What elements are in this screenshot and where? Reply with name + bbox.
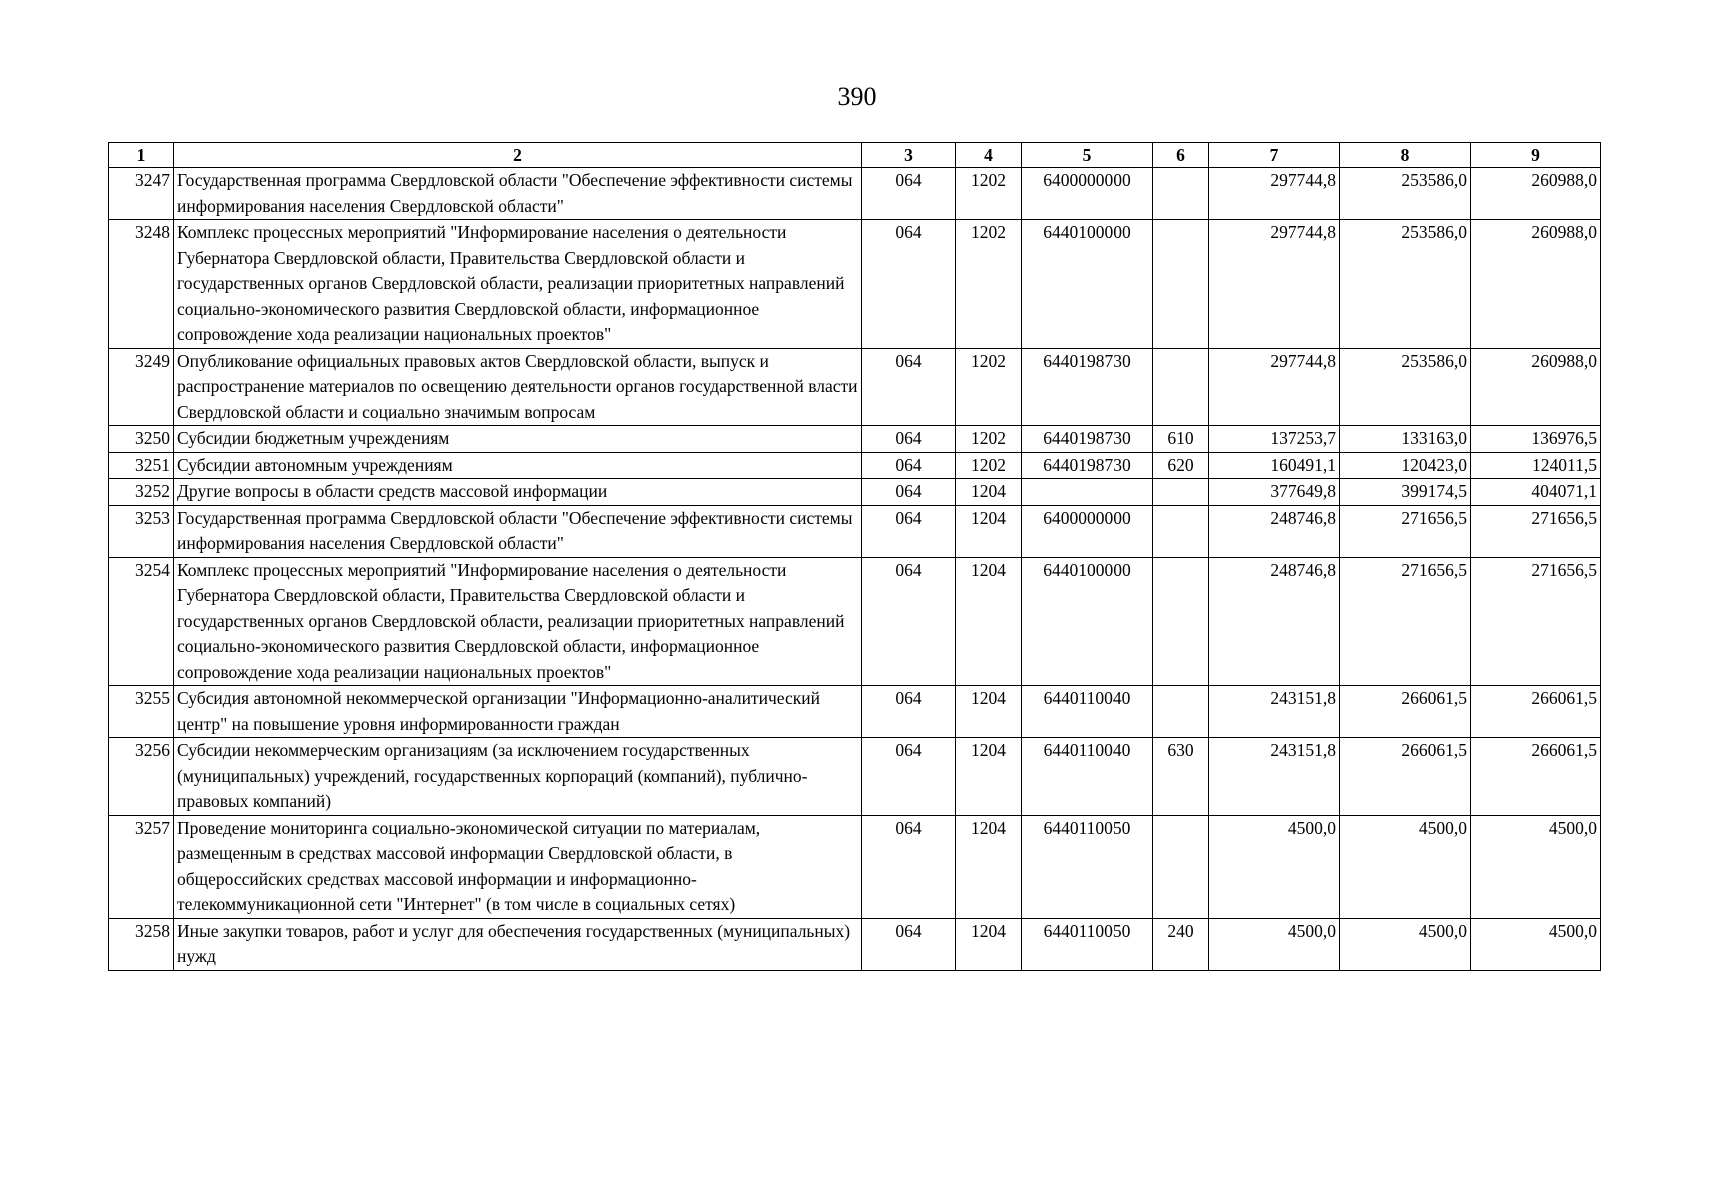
cell-col9: 271656,5 xyxy=(1471,557,1601,686)
cell-col6 xyxy=(1153,220,1209,349)
cell-col4: 1204 xyxy=(956,479,1022,506)
cell-col6 xyxy=(1153,348,1209,426)
cell-col3: 064 xyxy=(862,557,956,686)
table-row xyxy=(109,220,1601,349)
cell-col7: 297744,8 xyxy=(1209,220,1340,349)
cell-col7: 248746,8 xyxy=(1209,505,1340,557)
cell-col3: 064 xyxy=(862,426,956,453)
cell-col9: 266061,5 xyxy=(1471,686,1601,738)
table-row xyxy=(109,479,1601,506)
cell-col4: 1204 xyxy=(956,918,1022,970)
cell-col6 xyxy=(1153,557,1209,686)
cell-col5: 6440110050 xyxy=(1022,918,1153,970)
row-name: Субсидии автономным учреждениям xyxy=(174,452,862,479)
table-row xyxy=(109,686,1601,738)
column-header: 2 xyxy=(174,143,862,168)
cell-col9: 260988,0 xyxy=(1471,168,1601,220)
cell-col5: 6440198730 xyxy=(1022,348,1153,426)
budget-table xyxy=(108,142,1601,971)
row-number: 3252 xyxy=(109,479,174,506)
row-number: 3257 xyxy=(109,815,174,918)
table-row xyxy=(109,426,1601,453)
table-row xyxy=(109,168,1601,220)
table-row xyxy=(109,557,1601,686)
cell-col4: 1202 xyxy=(956,426,1022,453)
cell-col9: 4500,0 xyxy=(1471,918,1601,970)
cell-col7: 377649,8 xyxy=(1209,479,1340,506)
table-row xyxy=(109,348,1601,426)
cell-col6 xyxy=(1153,505,1209,557)
cell-col6 xyxy=(1153,479,1209,506)
cell-col3: 064 xyxy=(862,686,956,738)
cell-col7: 137253,7 xyxy=(1209,426,1340,453)
cell-col6 xyxy=(1153,815,1209,918)
page-number: 390 xyxy=(837,82,877,111)
cell-col3: 064 xyxy=(862,348,956,426)
row-number: 3258 xyxy=(109,918,174,970)
cell-col8: 4500,0 xyxy=(1340,815,1471,918)
cell-col5: 6440198730 xyxy=(1022,452,1153,479)
row-name: Государственная программа Свердловской области "Обеспечение эффективности системы информирования населения Свердловской области" xyxy=(174,505,862,557)
cell-col5: 6440100000 xyxy=(1022,557,1153,686)
cell-col5: 6400000000 xyxy=(1022,168,1153,220)
row-name: Субсидии некоммерческим организациям (за исключением государственных (муниципальных) учреждений, государственных корпораций (компаний), публично-правовых компаний) xyxy=(174,738,862,816)
column-header: 3 xyxy=(862,143,956,168)
cell-col3: 064 xyxy=(862,505,956,557)
column-header: 9 xyxy=(1471,143,1601,168)
cell-col3: 064 xyxy=(862,220,956,349)
cell-col6: 610 xyxy=(1153,426,1209,453)
cell-col8: 271656,5 xyxy=(1340,557,1471,686)
row-number: 3255 xyxy=(109,686,174,738)
cell-col7: 4500,0 xyxy=(1209,815,1340,918)
table-body xyxy=(109,168,1601,971)
cell-col6: 630 xyxy=(1153,738,1209,816)
row-name: Проведение мониторинга социально-экономической ситуации по материалам, размещенным в средствах массовой информации Свердловской области, в общероссийских средствах массовой информации и информационно-телекоммуникационной сети "Интернет" (в том числе в социальных сетях) xyxy=(174,815,862,918)
table-row xyxy=(109,815,1601,918)
cell-col3: 064 xyxy=(862,168,956,220)
column-header: 1 xyxy=(109,143,174,168)
cell-col5: 6440110050 xyxy=(1022,815,1153,918)
cell-col9: 404071,1 xyxy=(1471,479,1601,506)
row-name: Комплекс процессных мероприятий "Информирование населения о деятельности Губернатора Свердловской области, Правительства Свердловской области и государственных органов Свердловской области, реализации приоритетных направлений социально-экономического развития Свердловской области, информационное сопровождение хода реализации национальных проектов" xyxy=(174,220,862,349)
cell-col7: 243151,8 xyxy=(1209,686,1340,738)
cell-col5 xyxy=(1022,479,1153,506)
cell-col7: 243151,8 xyxy=(1209,738,1340,816)
cell-col8: 266061,5 xyxy=(1340,738,1471,816)
cell-col7: 297744,8 xyxy=(1209,348,1340,426)
row-number: 3247 xyxy=(109,168,174,220)
cell-col4: 1202 xyxy=(956,452,1022,479)
cell-col4: 1202 xyxy=(956,220,1022,349)
cell-col4: 1204 xyxy=(956,557,1022,686)
cell-col3: 064 xyxy=(862,815,956,918)
row-number: 3254 xyxy=(109,557,174,686)
row-number: 3256 xyxy=(109,738,174,816)
cell-col6: 240 xyxy=(1153,918,1209,970)
table-row xyxy=(109,505,1601,557)
cell-col5: 6440110040 xyxy=(1022,738,1153,816)
cell-col3: 064 xyxy=(862,738,956,816)
cell-col6 xyxy=(1153,686,1209,738)
cell-col4: 1204 xyxy=(956,686,1022,738)
row-number: 3253 xyxy=(109,505,174,557)
cell-col8: 271656,5 xyxy=(1340,505,1471,557)
cell-col5: 6440100000 xyxy=(1022,220,1153,349)
cell-col8: 399174,5 xyxy=(1340,479,1471,506)
cell-col9: 271656,5 xyxy=(1471,505,1601,557)
cell-col3: 064 xyxy=(862,918,956,970)
cell-col7: 4500,0 xyxy=(1209,918,1340,970)
row-number: 3249 xyxy=(109,348,174,426)
cell-col4: 1204 xyxy=(956,505,1022,557)
row-name: Субсидии бюджетным учреждениям xyxy=(174,426,862,453)
cell-col9: 4500,0 xyxy=(1471,815,1601,918)
row-name: Другие вопросы в области средств массовой информации xyxy=(174,479,862,506)
cell-col9: 266061,5 xyxy=(1471,738,1601,816)
cell-col8: 253586,0 xyxy=(1340,220,1471,349)
row-number: 3250 xyxy=(109,426,174,453)
cell-col7: 248746,8 xyxy=(1209,557,1340,686)
column-header: 4 xyxy=(956,143,1022,168)
cell-col8: 266061,5 xyxy=(1340,686,1471,738)
cell-col4: 1204 xyxy=(956,738,1022,816)
column-header: 5 xyxy=(1022,143,1153,168)
table-row xyxy=(109,738,1601,816)
row-name: Опубликование официальных правовых актов Свердловской области, выпуск и распространение материалов по освещению деятельности органов государственной власти Свердловской области и социально значимым вопросам xyxy=(174,348,862,426)
cell-col9: 136976,5 xyxy=(1471,426,1601,453)
cell-col8: 253586,0 xyxy=(1340,348,1471,426)
cell-col5: 6440198730 xyxy=(1022,426,1153,453)
cell-col9: 124011,5 xyxy=(1471,452,1601,479)
column-header: 7 xyxy=(1209,143,1340,168)
cell-col5: 6440110040 xyxy=(1022,686,1153,738)
cell-col7: 160491,1 xyxy=(1209,452,1340,479)
table-row xyxy=(109,918,1601,970)
cell-col9: 260988,0 xyxy=(1471,220,1601,349)
column-header: 8 xyxy=(1340,143,1471,168)
cell-col8: 4500,0 xyxy=(1340,918,1471,970)
row-name: Иные закупки товаров, работ и услуг для обеспечения государственных (муниципальных) нужд xyxy=(174,918,862,970)
cell-col3: 064 xyxy=(862,452,956,479)
row-number: 3248 xyxy=(109,220,174,349)
cell-col3: 064 xyxy=(862,479,956,506)
cell-col4: 1202 xyxy=(956,348,1022,426)
cell-col8: 120423,0 xyxy=(1340,452,1471,479)
row-name: Комплекс процессных мероприятий "Информирование населения о деятельности Губернатора Свердловской области, Правительства Свердловской области и государственных органов Свердловской области, реализации приоритетных направлений социально-экономического развития Свердловской области, информационное сопровождение хода реализации национальных проектов" xyxy=(174,557,862,686)
cell-col8: 133163,0 xyxy=(1340,426,1471,453)
table-row xyxy=(109,452,1601,479)
cell-col7: 297744,8 xyxy=(1209,168,1340,220)
cell-col5: 6400000000 xyxy=(1022,505,1153,557)
cell-col4: 1204 xyxy=(956,815,1022,918)
cell-col9: 260988,0 xyxy=(1471,348,1601,426)
header-row xyxy=(109,143,1601,168)
row-name: Субсидия автономной некоммерческой организации "Информационно-аналитический центр" на повышение уровня информированности граждан xyxy=(174,686,862,738)
row-number: 3251 xyxy=(109,452,174,479)
cell-col8: 253586,0 xyxy=(1340,168,1471,220)
cell-col6: 620 xyxy=(1153,452,1209,479)
cell-col6 xyxy=(1153,168,1209,220)
row-name: Государственная программа Свердловской области "Обеспечение эффективности системы информирования населения Свердловской области" xyxy=(174,168,862,220)
column-header: 6 xyxy=(1153,143,1209,168)
cell-col4: 1202 xyxy=(956,168,1022,220)
